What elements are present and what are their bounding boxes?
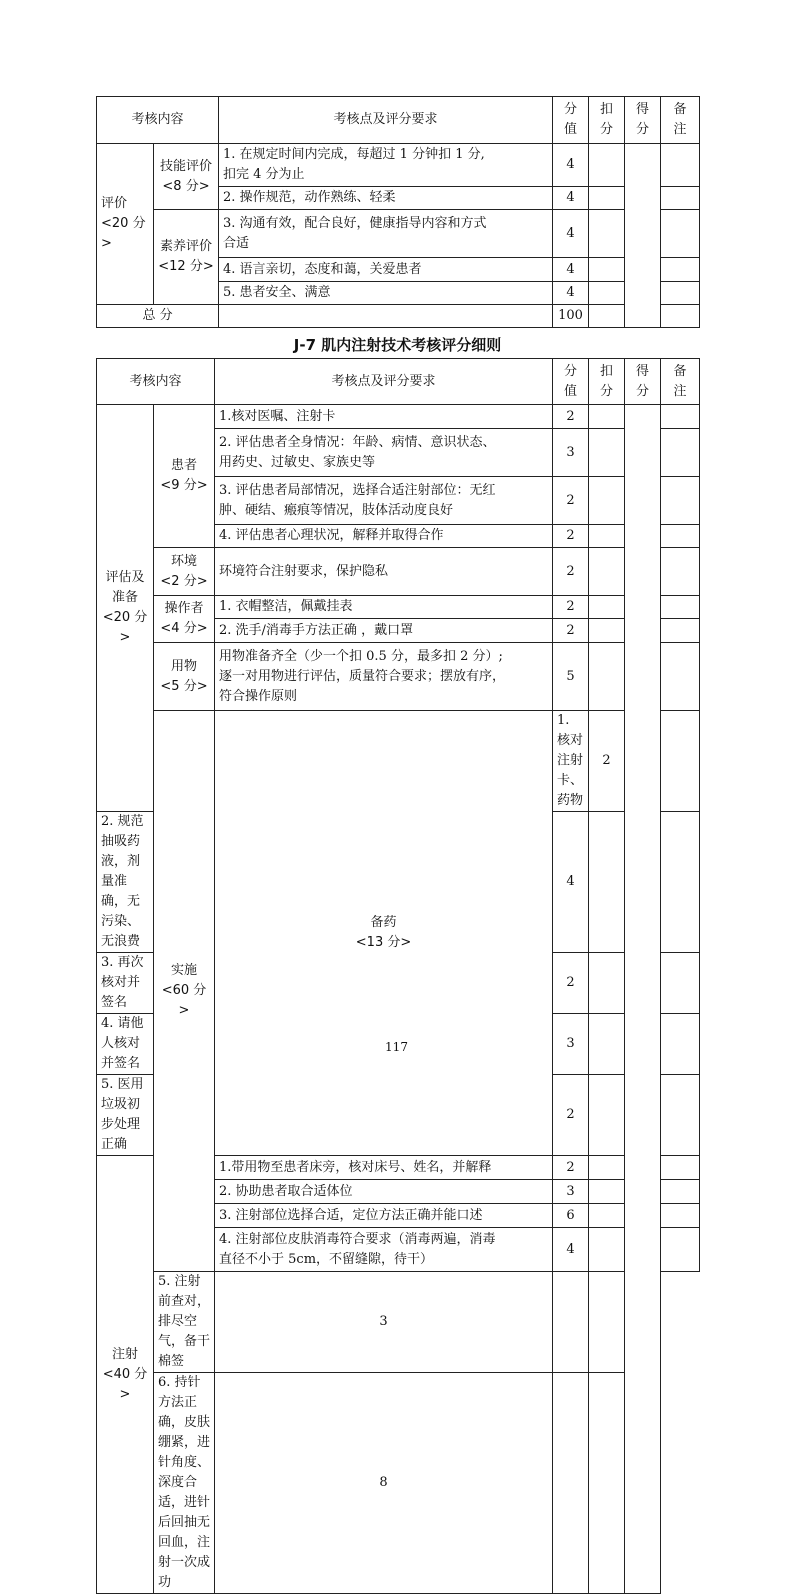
score-cell: 2 — [553, 477, 589, 525]
deduct-cell[interactable] — [553, 1272, 589, 1373]
criteria-cell: 4. 评估患者心理状况，解释并取得合作 — [215, 525, 553, 548]
score-cell: 3 — [553, 1180, 589, 1204]
note-cell[interactable] — [661, 548, 700, 596]
score-cell: 6 — [553, 1204, 589, 1228]
note-cell[interactable] — [661, 1180, 700, 1204]
score-cell: 8 — [215, 1373, 553, 1594]
deduct-cell[interactable] — [589, 258, 625, 282]
note-cell[interactable] — [589, 1373, 625, 1594]
note-cell[interactable] — [661, 144, 700, 187]
score-cell: 2 — [553, 548, 589, 596]
criteria-cell: 1.带用物至患者床旁，核对床号、姓名，并解释 — [215, 1156, 553, 1180]
criteria-cell: 2. 协助患者取合适体位 — [215, 1180, 553, 1204]
gain-cell[interactable] — [625, 144, 661, 328]
criteria-cell: 5. 患者安全、满意 — [219, 282, 553, 305]
deduct-cell[interactable] — [589, 429, 625, 477]
subcategory-cell: 技能评价 <8 分> — [154, 144, 219, 210]
category-implementation: 实施 <60 分> — [154, 711, 215, 1272]
subcategory-cell: 素养评价 <12 分> — [154, 210, 219, 305]
total-criteria-cell — [219, 305, 553, 328]
note-cell[interactable] — [661, 643, 700, 711]
criteria-cell: 2. 操作规范，动作熟练、轻柔 — [219, 187, 553, 210]
deduct-cell[interactable] — [589, 305, 625, 328]
total-label: 总 分 — [97, 305, 219, 328]
criteria-cell: 5. 注射前查对，排尽空气，备干棉签 — [154, 1272, 215, 1373]
header-note: 备 注 — [661, 359, 700, 405]
page-number: 117 — [385, 1040, 408, 1054]
note-cell[interactable] — [661, 429, 700, 477]
criteria-cell: 用物准备齐全（少一个扣 0.5 分，最多扣 2 分）; 逐一对用物进行评估，质量符合要求；摆放有序， 符合操作原则 — [215, 643, 553, 711]
table-row — [97, 144, 700, 187]
criteria-cell: 1. 核对注射卡、药物 — [553, 711, 589, 812]
deduct-cell[interactable] — [589, 1228, 625, 1272]
criteria-cell: 4. 注射部位皮肤消毒符合要求（消毒两遍，消毒 直径不小于 5cm，不留缝隙，待干） — [215, 1228, 553, 1272]
criteria-cell: 3. 再次核对并签名 — [97, 953, 154, 1014]
criteria-cell: 4. 请他人核对并签名 — [97, 1014, 154, 1075]
note-cell[interactable] — [589, 1272, 625, 1373]
criteria-cell: 1. 衣帽整洁，佩戴挂表 — [215, 596, 553, 619]
header-points: 考核点及评分要求 — [215, 359, 553, 405]
subcategory-injection: 注射 <40 分> — [97, 1156, 154, 1594]
subcategory-operator: 操作者 <4 分> — [154, 596, 215, 643]
note-cell[interactable] — [661, 405, 700, 429]
score-cell: 2 — [553, 619, 589, 643]
score-cell: 4 — [553, 812, 589, 953]
header-content: 考核内容 — [97, 97, 219, 144]
score-cell: 3 — [215, 1272, 553, 1373]
table-row — [97, 1373, 700, 1594]
score-cell: 2 — [553, 525, 589, 548]
note-cell[interactable] — [661, 305, 700, 328]
table-row — [97, 405, 700, 429]
table-row — [97, 711, 700, 812]
deduct-cell[interactable] — [589, 477, 625, 525]
criteria-cell: 5. 医用垃圾初步处理正确 — [97, 1075, 154, 1156]
score-cell: 4 — [553, 1228, 589, 1272]
criteria-cell: 1.核对医嘱、注射卡 — [215, 405, 553, 429]
deduct-cell[interactable] — [589, 1075, 625, 1156]
score-cell: 4 — [553, 258, 589, 282]
total-row — [97, 305, 700, 328]
table-row — [97, 596, 700, 619]
score-cell: 4 — [553, 210, 589, 258]
criteria-cell: 2. 洗手/消毒手方法正确 ，戴口罩 — [215, 619, 553, 643]
criteria-cell: 6. 持针方法正确，皮肤绷紧，进针角度、深度合 适，进针后回抽无回血，注射一次成功 — [154, 1373, 215, 1594]
header-gain: 得 分 — [625, 97, 661, 144]
header-score: 分 值 — [553, 97, 589, 144]
table-header-row — [97, 97, 700, 144]
score-cell: 2 — [553, 405, 589, 429]
note-cell[interactable] — [661, 1075, 700, 1156]
note-cell[interactable] — [661, 525, 700, 548]
deduct-cell[interactable] — [589, 144, 625, 187]
score-cell: 2 — [553, 1075, 589, 1156]
deduct-cell[interactable] — [589, 405, 625, 429]
total-value: 100 — [553, 305, 589, 328]
subcategory-drug-prep: 备药 <13 分> — [215, 711, 553, 1156]
header-gain: 得 分 — [625, 359, 661, 405]
subcategory-patient: 患者 <9 分> — [154, 405, 215, 548]
note-cell[interactable] — [661, 477, 700, 525]
header-content: 考核内容 — [97, 359, 215, 405]
deduct-cell[interactable] — [553, 1373, 589, 1594]
section-title: J-7 肌内注射技术考核评分细则 — [293, 336, 502, 354]
deduct-cell[interactable] — [589, 619, 625, 643]
table-row — [97, 1272, 700, 1373]
category-cell: 评价<20 分> — [97, 144, 154, 305]
score-cell: 4 — [553, 187, 589, 210]
criteria-cell: 3. 注射部位选择合适，定位方法正确并能口述 — [215, 1204, 553, 1228]
criteria-cell: 环境符合注射要求，保护隐私 — [215, 548, 553, 596]
criteria-cell: 2. 评估患者全身情况：年龄、病情、意识状态、 用药史、过敏史、家族史等 — [215, 429, 553, 477]
note-cell[interactable] — [661, 619, 700, 643]
gain-cell[interactable] — [625, 405, 661, 1594]
table-header-row — [97, 359, 700, 405]
deduct-cell[interactable] — [589, 953, 625, 1014]
score-cell: 3 — [553, 429, 589, 477]
im-injection-table — [96, 358, 700, 1594]
score-cell: 4 — [553, 144, 589, 187]
note-cell[interactable] — [661, 258, 700, 282]
note-cell[interactable] — [661, 812, 700, 953]
deduct-cell[interactable] — [589, 525, 625, 548]
deduct-cell[interactable] — [589, 210, 625, 258]
header-deduct: 扣 分 — [589, 97, 625, 144]
deduct-cell[interactable] — [589, 1204, 625, 1228]
criteria-cell: 2. 规范抽吸药液，剂量准确，无污染、无浪费 — [97, 812, 154, 953]
category-assessment: 评估及 准备 <20 分> — [97, 405, 154, 812]
subcategory-supplies: 用物 <5 分> — [154, 643, 215, 711]
table-row — [97, 548, 700, 596]
score-cell: 2 — [589, 711, 625, 812]
header-points: 考核点及评分要求 — [219, 97, 553, 144]
deduct-cell[interactable] — [589, 282, 625, 305]
criteria-cell: 3. 沟通有效，配合良好，健康指导内容和方式 合适 — [219, 210, 553, 258]
criteria-cell: 4. 语言亲切，态度和蔼，关爱患者 — [219, 258, 553, 282]
deduct-cell[interactable] — [589, 812, 625, 953]
score-cell: 2 — [553, 596, 589, 619]
score-cell: 5 — [553, 643, 589, 711]
score-cell: 2 — [553, 953, 589, 1014]
deduct-cell[interactable] — [589, 596, 625, 619]
note-cell[interactable] — [661, 596, 700, 619]
deduct-cell[interactable] — [589, 187, 625, 210]
deduct-cell[interactable] — [589, 1180, 625, 1204]
score-cell: 4 — [553, 282, 589, 305]
header-score: 分 值 — [553, 359, 589, 405]
table-row — [97, 643, 700, 711]
deduct-cell[interactable] — [589, 548, 625, 596]
evaluation-table — [96, 96, 700, 328]
criteria-cell: 3. 评估患者局部情况，选择合适注射部位：无红 肿、硬结、瘢痕等情况，肢体活动度良好 — [215, 477, 553, 525]
score-cell: 3 — [553, 1014, 589, 1075]
note-cell[interactable] — [661, 282, 700, 305]
note-cell[interactable] — [661, 210, 700, 258]
note-cell[interactable] — [661, 1204, 700, 1228]
note-cell[interactable] — [661, 1156, 700, 1180]
note-cell[interactable] — [661, 187, 700, 210]
deduct-cell[interactable] — [589, 643, 625, 711]
score-cell: 2 — [553, 1156, 589, 1180]
table-row — [97, 210, 700, 258]
note-cell[interactable] — [661, 1228, 700, 1272]
deduct-cell[interactable] — [589, 1156, 625, 1180]
header-note: 备 注 — [661, 97, 700, 144]
subcategory-environment: 环境 <2 分> — [154, 548, 215, 596]
header-deduct: 扣 分 — [589, 359, 625, 405]
deduct-cell[interactable] — [661, 711, 700, 812]
note-cell[interactable] — [661, 953, 700, 1014]
criteria-cell: 1. 在规定时间内完成，每超过 1 分钟扣 1 分, 扣完 4 分为止 — [219, 144, 553, 187]
